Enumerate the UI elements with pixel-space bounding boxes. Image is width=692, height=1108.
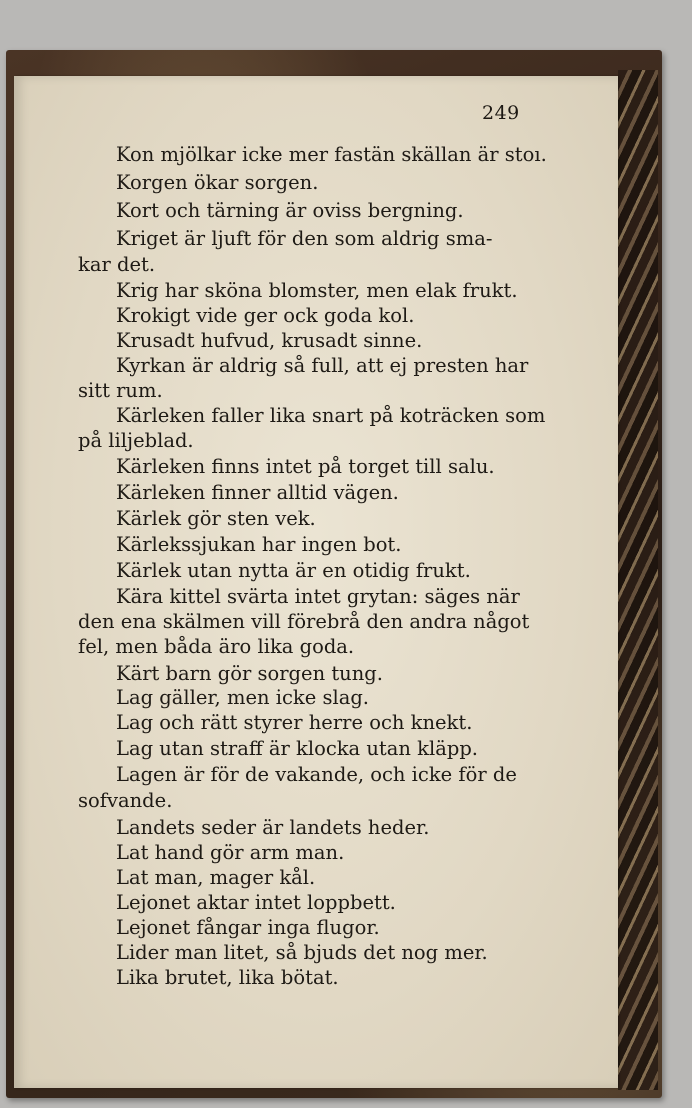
text-line: Korgen ökar sorgen. xyxy=(116,171,319,194)
text-line: Lag utan straff är klocka utan kläpp. xyxy=(116,737,478,760)
text-line: Kärlek gör sten vek. xyxy=(116,507,316,530)
text-line: Lat man, mager kål. xyxy=(116,866,316,889)
text-line: Kärleken faller lika snart på koträcken som xyxy=(116,404,546,427)
text-line: kar det. xyxy=(78,253,156,276)
text-line: Krokigt vide ger ock goda kol. xyxy=(116,304,415,327)
text-line: Lag gäller, men icke slag. xyxy=(116,686,370,709)
text-line: Kärleken finner alltid vägen. xyxy=(116,481,399,504)
text-line: Krig har sköna blomster, men elak frukt. xyxy=(116,279,518,302)
text-line: Lejonet aktar intet loppbett. xyxy=(116,891,396,914)
text-line: Kyrkan är aldrig så full, att ej presten har xyxy=(116,354,529,377)
text-line: Landets seder är landets heder. xyxy=(116,816,430,839)
text-line: Kärt barn gör sorgen tung. xyxy=(116,662,383,685)
text-line: Kort och tärning är oviss bergning. xyxy=(116,199,464,222)
text-line: sofvande. xyxy=(78,789,173,812)
text-line: Kärlek utan nytta är en otidig frukt. xyxy=(116,559,471,582)
text-line: fel, men båda äro lika goda. xyxy=(78,635,355,658)
text-line: Lagen är för de vakande, och icke för de xyxy=(116,763,517,786)
text-line: Lider man litet, så bjuds det nog mer. xyxy=(116,941,488,964)
text-line: Lat hand gör arm man. xyxy=(116,841,345,864)
text-line: Kärleken finns intet på torget till salu. xyxy=(116,455,495,478)
text-line: den ena skälmen vill förebrå den andra något xyxy=(78,610,530,633)
text-line: Kriget är ljuft för den som aldrig sma- xyxy=(116,227,493,250)
text-line: Krusadt hufvud, krusadt sinne. xyxy=(116,329,423,352)
text-line: på liljeblad. xyxy=(78,429,194,452)
text-line: sitt rum. xyxy=(78,379,163,402)
text-line: Kon mjölkar icke mer fastän skällan är stoı. xyxy=(116,143,547,166)
page-number: 249 xyxy=(482,102,520,124)
text-line: Lag och rätt styrer herre och knekt. xyxy=(116,711,473,734)
text-line: Lejonet fångar inga flugor. xyxy=(116,916,380,939)
text-line: Kärlekssjukan har ingen bot. xyxy=(116,533,402,556)
text-line: Lika brutet, lika bötat. xyxy=(116,966,339,989)
text-line: Kära kittel svärta intet grytan: säges när xyxy=(116,585,520,608)
